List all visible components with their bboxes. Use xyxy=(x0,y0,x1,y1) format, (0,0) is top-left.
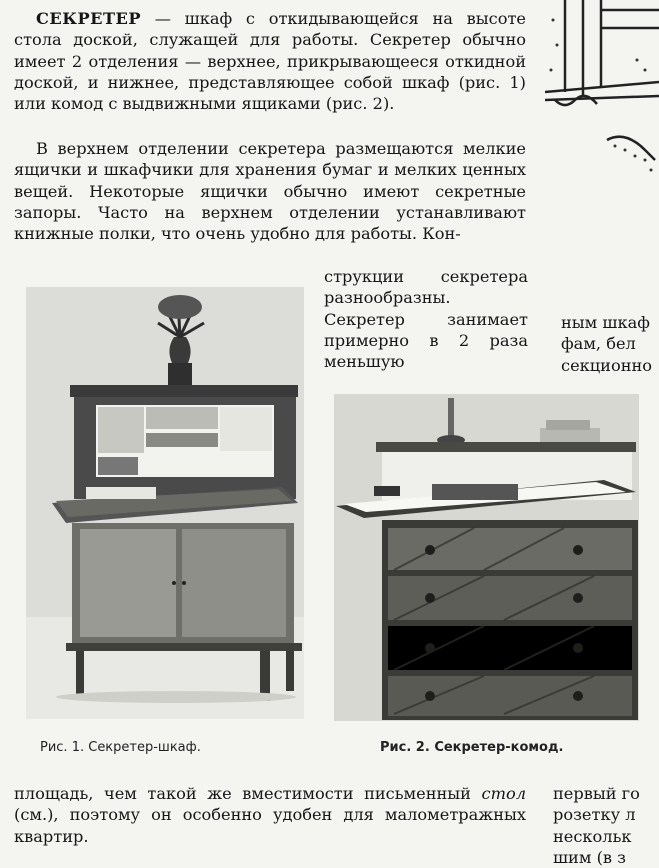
figure-2-caption: Рис. 2. Секретер-комод. xyxy=(380,740,564,755)
figure-2-secretaire-chest-photo xyxy=(334,394,639,721)
paragraph-area-comparison: площадь, чем такой же вместимости письменный стол (см.), поэтому он особенно удобен для малометражных квартир. xyxy=(14,784,526,846)
figure-1-caption: Рис. 1. Секретер-шкаф. xyxy=(40,740,201,755)
article-term: СЕКРЕТЕР xyxy=(36,9,142,28)
top-right-illustration-fragment xyxy=(545,0,659,185)
figure-1-secretaire-cabinet-photo xyxy=(26,287,304,719)
right-fragment-line: секционно xyxy=(561,355,653,375)
right-fragment-line: первый го xyxy=(553,784,640,803)
reference-term-stol: стол xyxy=(481,784,526,803)
paragraph-definition: СЕКРЕТЕР — шкаф с откидывающейся на высоте стола доской, служащей для работы. Секретер обычно имеет 2 отделения — верхнее, прикрывающееся откидной доской, и нижнее, представляющее собой шкаф (рис. 1) или комод с выдвижными ящиками (рис. 2). xyxy=(14,9,526,114)
right-fragment-line: ным шкаф xyxy=(561,313,650,332)
right-fragment-line: розетку л xyxy=(553,805,636,825)
paragraph-narrow-continuation: струкции секретера разнообразны. Секретер занимает примерно в 2 раза меньшую xyxy=(324,267,528,372)
intro-text-block xyxy=(14,8,526,114)
right-fragment-line: шим (в з xyxy=(553,847,626,867)
paragraph-bottom xyxy=(14,783,526,847)
right-fragment-line: нескольк xyxy=(553,826,632,846)
paragraph-upper-text: В верхнем отделении секретера размещаются мелкие ящички и шкафчики для хранения бумаг и мелких ценных вещей. Некоторые ящички обычно имеют секретные запоры. Часто на верхнем отделении устанавливают книжные полки, что очень удобно для работы. Кон- xyxy=(14,139,526,244)
right-fragment-line: фам, бел xyxy=(561,334,636,354)
paragraph-upper-section xyxy=(14,138,526,263)
right-column-fragment-mid xyxy=(561,312,652,376)
right-column-fragment-bottom xyxy=(553,783,640,868)
